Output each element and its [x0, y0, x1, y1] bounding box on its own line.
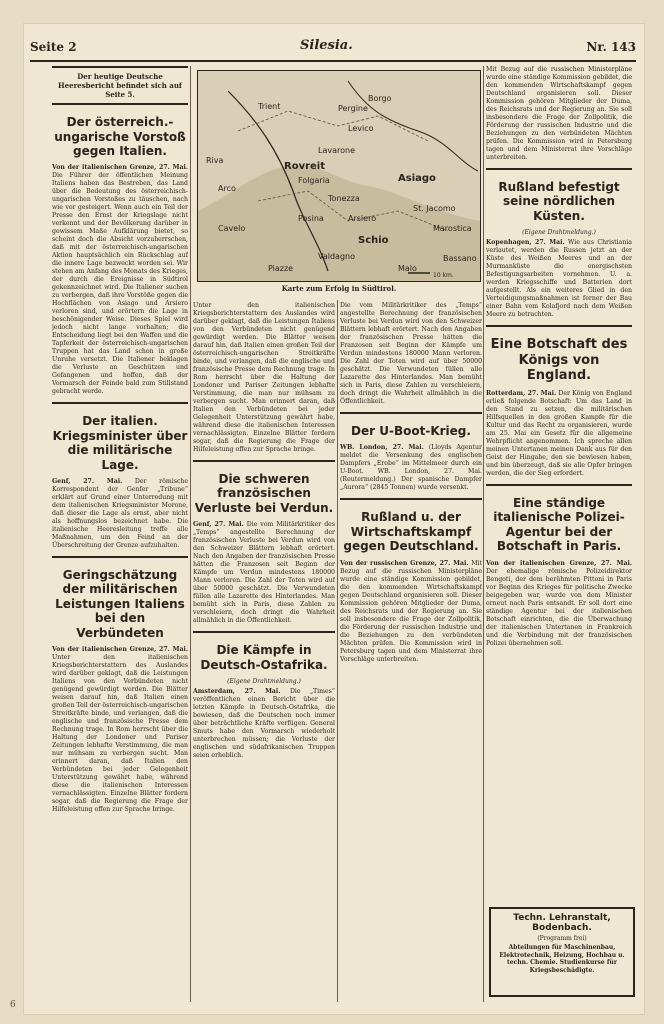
advertisement: [489, 907, 635, 997]
article-body: WB. London, 27. Mai. (Lloyds Agentur meldet die Versenkung des englischen Dampfers „Erobe“ im Mittelmeer durch ein U-Boot. WB. London, 27. Mai. (Reutermeldung.) Der spanische Dampfer „Aurora“ (2845 Tonnen) wurde versenkt.: [340, 444, 482, 492]
map-label: Malo: [398, 264, 417, 273]
map-drawing: [198, 71, 480, 281]
ad-subtitle: (Programm frei): [537, 935, 587, 942]
map-label: Borgo: [368, 94, 392, 103]
map-label: Schio: [358, 235, 389, 246]
map-caption: Karte zum Erfolg in Südtirol.: [281, 284, 397, 293]
map-label: Arsiero: [348, 214, 377, 223]
article-subtitle: (Eigene Drahtmeldung.): [227, 677, 301, 685]
map-scale: 10 km.: [433, 272, 454, 279]
article-body: Rotterdam, 27. Mai. Der König von England erließ folgende Botschaft: Um das Land in den Stand zu setzen, die militärischen Hilfsquellen in den großen Kampfe für die Kultur und das Recht zu organisieren, wurde am 25. Mai ein Gesetz für die allgemeine Wehrpflicht angenommen. Ich spreche allen meinen Untertanen meinen Dank aus für den Geist der Hingabe, den sie bewiesen haben, und bin überzeugt, daß sie alle Opfer bringen werden, die der Sieg erfordert.: [486, 389, 632, 477]
article-title: Eine Botschaft des Königs von England.: [490, 337, 628, 384]
article-body-continued: Mit Bezug auf die russischen Ministerpläne wurde eine ständige Kommission gebildet, die den kommenden Wirtschaftskampf gegen Deutschland organisieren soll. Dieser Kommission gehören Mitglieder der Duma, des Reichsrats und der Regierung an. Sie soll insbesondere die Frage der Zollpolitik, die Förderung der russischen Industrie und die Beziehungen zu den verbündeten Mächten prüfen. Die Kommission wird in Petersburg tagen und dem Ministerrat ihre Vorschläge unterbreiten.: [486, 66, 632, 161]
article-title: Der österreich.-ungarische Vorstoß gegen Italien.: [54, 115, 186, 159]
column-2: [193, 302, 335, 1002]
column-3: [340, 302, 482, 1002]
article-body: Genf, 27. Mai. Der römische Korrespondent der Genfer „Tribune“ erklärt auf Grund einer Unterredung mit dem italienischen Kriegsminister Morone, daß dieser die Lage als ernst, aber nicht als hoffnungslos bezeichnet habe. Die italienische Heeresleitung treffe alle Maßnahmen, um den Feind an der Überschreitung der Grenze aufzuhalten.: [52, 478, 188, 550]
map-label: Levico: [348, 124, 374, 133]
article-body: Amsterdam, 27. Mai. Die „Times“ veröffentlichen einen Bericht über die letzten Kämpfe in Deutsch-Ostafrika, die bewiesen, daß die Deutschen noch immer über beträchtliche Kräfte verfügen. General Smuts habe den Vormarsch wiederholt unterbrechen müssen; die Verluste der englischen und südafrikanischen Truppen seien erheblich.: [193, 687, 335, 759]
map-label: Marostica: [433, 224, 472, 233]
archive-stamp: 6: [10, 1000, 16, 1010]
map-label: Arco: [218, 184, 236, 193]
article-body-continued: Unter den italienischen Kriegsberichterstattern des Auslandes wird darüber geklagt, daß die Leistungen Italiens von den Verbündeten nicht genügend gewürdigt werden. Die Blätter weisen darauf hin, daß Italien einen großen Teil der österreichisch-ungarischen Streitkräfte binde, und verlangen, daß die englische und französische Presse dem Rechnung trage. In Rom herrscht über die Haltung der Londoner und Pariser Zeitungen lebhafte Verstimmung, die man nur mühsam zu verbergen sucht. Man erinnert daran, daß Italien den Verbündeten bei jeder Gelegenheit Unterstützung gewährt habe, während diese die italienischen Interessen vernachlässigten. Einzelne Blätter fordern sogar, daß die Regierung die Frage der Hilfeleistung offen zur Sprache bringe.: [193, 302, 335, 453]
map-label: Riva: [206, 156, 224, 165]
article-title: Eine ständige italienische Polizei-Agentur bei der Botschaft in Paris.: [493, 495, 625, 554]
map-label: Piazze: [268, 264, 294, 273]
article-body-continued: Die vom Militärkritiker des „Temps“ angestellte Berechnung der französischen Verluste bei Verdun wird von den Schweizer Blättern lebhaft erörtert. Nach den Angaben der französischen Presse hätten die Franzosen seit Beginn der Kämpfe um Verdun mindestens 180000 Mann verloren. Die Zahl der Toten wird auf über 50000 geschätzt. Die Verwundeten füllen alle Lazarette des Hinterlandes. Man bemüht sich in Paris, diese Zahlen zu verschleiern, doch dringt die Wahrheit allmählich in die Öffentlichkeit.: [340, 302, 482, 405]
column-divider: [190, 66, 191, 1002]
map-label: Lavarone: [318, 146, 355, 155]
article-body: Kopenhagen, 27. Mai. Wie aus Christiania verlautet, werden die Russen jetzt an der Küste des Weißen Meeres und an der Murmanküste die energischsten Befestigungsarbeiten vornehmen. U. a. werden Kriegsschiffe und Batterien dort aufgestellt. Als ein weiteres Glied in den Verteidigungsmaßnahmen ist ferner der Bau einer Bahn vom Kolafjord nach dem Weißen Meere zu betrachten.: [486, 239, 632, 319]
article-body: Von der italienischen Grenze, 27. Mai. Unter den italienischen Kriegsberichterstattern des Auslandes wird darüber geklagt, daß die Leistungen Italiens von den Verbündeten nicht genügend gewürdigt werden. Die Blätter weisen darauf hin, daß Italien einen großen Teil der österreichisch-ungarischen Streitkräfte binde, und verlangen, daß die englische und französische Presse dem Rechnung trage. In Rom herrscht über die Haltung der Londoner und Pariser Zeitungen lebhafte Verstimmung, die man nur mühsam zu verbergen sucht. Man erinnert daran, daß Italien den Verbündeten bei jeder Gelegenheit Unterstützung gewährt habe, während diese die italienischen Interessen vernachlässigten. Einzelne Blätter fordern sogar, daß die Regierung die Frage der Hilfeleistung offen zur Sprache bringe.: [52, 645, 188, 813]
article-title: Die Kämpfe in Deutsch-Ostafrika.: [200, 643, 328, 672]
article-title: Rußland u. der Wirtschaftskampf gegen Deutschland.: [343, 510, 479, 554]
article-body: Von der italienischen Grenze, 27. Mai. Der ehemalige römische Polizeidirektor Bengoti, der dem berühmten Pittoni in Paris vor Beginn des Krieges für politische Zwecke beigegeben war, wurde von dem Minister erneut nach Paris entsandt. Er soll dort eine ständige Agentur bei der italienischen Botschaft einrichten, die die Überwachung der italienischen Untertanen in Frankreich und die Verbindung mit der französischen Polizei übernehmen soll.: [486, 559, 632, 647]
article-title: Der italien. Kriegsminister über die militärische Lage.: [52, 414, 188, 472]
ad-description: Abteilungen für Maschinenbau, Elektrotechnik, Heizung, Hochbau u. techn. Chemie. Studienkurse für Kriegsbeschädigte.: [499, 944, 625, 974]
map-label: Pergine: [338, 104, 368, 113]
map-label: Asiago: [398, 173, 436, 184]
page-number: Seite 2: [30, 40, 77, 54]
map-label: Valdagno: [318, 252, 355, 261]
notice-box: Der heutige Deutsche Heeresbericht befindet sich auf Seite 5.: [52, 66, 188, 105]
article-body: Von der italienischen Grenze, 27. Mai. Die Führer der öffentlichen Meinung Italiens haben das Bestreben, das Land über die Bedeutung des österreichisch-ungarischen Vorstoßes zu täuschen, nach wie vor gesteigert. Wenn auch ein Teil der Presse den Ernst der Kriegslage nicht verkennt und der Bevölkerung darüber in gewissem Maße Aufklärung bietet, so scheint doch die Absicht vorzuherrschen, daß mit der österreichisch-ungarischen Aktion hauptsächlich ein Rückschlag auf die innere Lage bezweckt worden sei. Wir stehen am Anfang des Monats des Krieges, der durch die Ereignisse in Südtirol gekennzeichnet wird. Die Italiener suchen zu verbergen, daß ihre Vorstöße gegen die Hochflächen von Asiago und Arsiero verloren sind, und erörtern die Lage in beschönigender Weise. Dieses Spiel wird jedoch nicht lange vorhalten; die Entscheidung liegt bei den Waffen und die Tapferkeit der österreichisch-ungarischen Truppen hat das Land schon in große Unruhe versetzt. Die Italiener beklagen die Verluste an Geschützen und Gefangenen und hoffen, daß der Vormarsch der Feinde bald zum Stillstand gebracht werde.: [52, 164, 188, 396]
column-1: [52, 66, 188, 1001]
map-label: St. Jacomo: [413, 204, 456, 213]
ad-title: Techn. Lehranstalt, Bodenbach.: [513, 913, 611, 933]
issue-number: Nr. 143: [586, 40, 636, 54]
article-body: Genf, 27. Mai. Die vom Militärkritiker des „Temps“ angestellte Berechnung der französischen Verluste bei Verdun wird von den Schweizer Blättern lebhaft erörtert. Nach den Angaben der französischen Presse hätten die Franzosen seit Beginn der Kämpfe um Verdun mindestens 180000 Mann verloren. Die Zahl der Toten wird auf über 50000 geschätzt. Die Verwundeten füllen alle Lazarette des Hinterlandes. Man bemüht sich in Paris, diese Zahlen zu verschleiern, doch dringt die Wahrheit allmählich in die Öffentlichkeit.: [193, 521, 335, 625]
map-label: Bassano: [443, 254, 477, 263]
newspaper-name: Silesia.: [300, 38, 353, 53]
map-figure: [197, 70, 481, 282]
map-label: Trient: [258, 102, 281, 111]
article-body: Von der russischen Grenze, 27. Mai. Mit Bezug auf die russischen Ministerpläne wurde eine ständige Kommission gebildet, die den kommenden Wirtschaftskampf gegen Deutschland organisieren soll. Dieser Kommission gehören Mitglieder der Duma, des Reichsrats und der Regierung an. Sie soll insbesondere die Frage der Zollpolitik, die Förderung der russischen Industrie und die Beziehungen zu den verbündeten Mächten prüfen. Die Kommission wird in Petersburg tagen und dem Ministerrat ihre Vorschläge unterbreiten.: [340, 559, 482, 663]
article-title: Der U-Boot-Krieg.: [351, 424, 471, 438]
article-title: Die schweren französischen Verluste bei Verdun.: [194, 472, 334, 515]
map-label: Folgaria: [298, 176, 330, 185]
column-4: [486, 66, 632, 1001]
article-subtitle: (Eigene Drahtmeldung.): [522, 229, 596, 237]
page-header: [30, 30, 636, 62]
article-title: Geringschätzung der militärischen Leistungen Italiens bei den Verbündeten: [55, 568, 185, 640]
map-label: Cavelo: [218, 224, 246, 233]
map-label: Tonezza: [328, 194, 360, 203]
article-title: Rußland befestigt seine nördlichen Küsten.: [498, 180, 620, 223]
map-label: Rovreit: [284, 161, 326, 172]
column-divider: [483, 66, 484, 1002]
column-divider: [337, 300, 338, 1002]
map-label: Posina: [298, 214, 324, 223]
